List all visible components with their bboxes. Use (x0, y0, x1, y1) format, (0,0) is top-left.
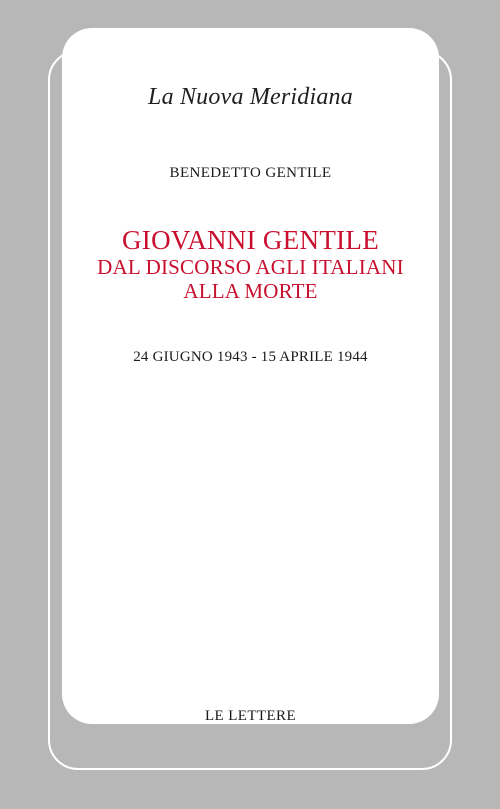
date-range: 24 GIUGNO 1943 - 15 APRILE 1944 (133, 349, 368, 365)
publisher-name: LE LETTERE (204, 708, 297, 724)
book-title-line-3: ALLA MORTE (183, 279, 318, 303)
book-title-line-1: GIOVANNI GENTILE (121, 225, 379, 255)
author-name: BENEDETTO GENTILE (169, 165, 332, 181)
book-title-line-2: DAL DISCORSO AGLI ITALIANI (97, 255, 404, 279)
cover-panel (62, 28, 439, 724)
book-title (62, 227, 439, 302)
series-title: La Nuova Meridiana (148, 84, 353, 110)
